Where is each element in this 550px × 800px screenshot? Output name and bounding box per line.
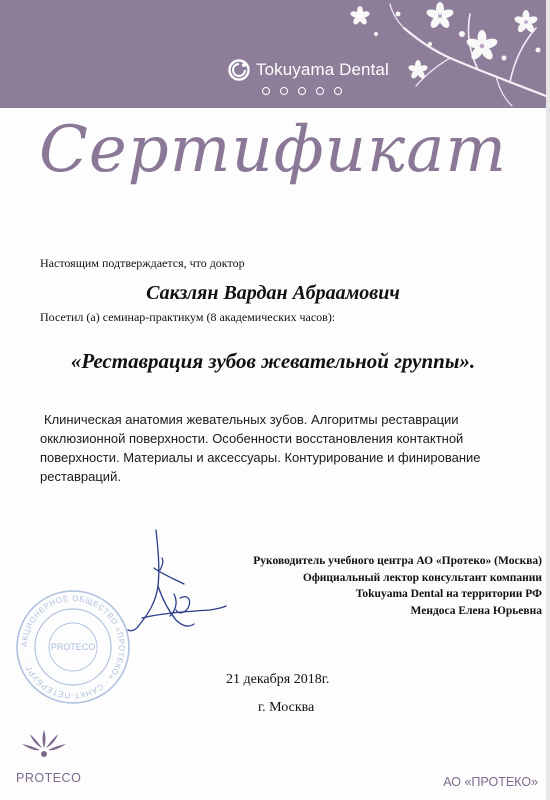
company-stamp-seal: [14, 588, 132, 706]
page-edge: [546, 0, 550, 800]
issue-date: 21 декабря 2018г.: [226, 672, 330, 687]
proteco-label: PROTECO: [16, 771, 82, 785]
proteco-logo-icon: [20, 728, 68, 766]
tokuyama-logo-icon: [228, 59, 250, 81]
handwritten-signature: [118, 528, 228, 640]
stamp-ring-text: АКЦИОНЕРНОЕ ОБЩЕСТВО «ПРОТЕКО» · САНКТ-ПЕТЕРБУРГ ·: [19, 593, 127, 701]
decorative-dots: [262, 87, 342, 95]
signatory-position: Руководитель учебного центра АО «Протеко» (Москва): [253, 555, 542, 567]
header-banner: [0, 0, 546, 108]
course-description: Клиническая анатомия жевательных зубов. Алгоритмы реставрации окклюзионной поверхности. Особенности восстановления контактной поверхности. Материалы и аксессуары. Контурирование и финирование реставраций.: [40, 412, 481, 484]
issue-city: г. Москва: [258, 700, 315, 715]
stamp-center-text: PROTECO: [50, 642, 96, 652]
attended-line: Посетил (а) семинар-практикум (8 академических часов):: [40, 310, 336, 324]
intro-line: Настоящим подтверждается, что доктор: [40, 256, 245, 270]
course-title: «Реставрация зубов жевательной группы».: [70, 349, 476, 373]
tokuyama-brand: [228, 58, 389, 82]
signatory-block: [253, 553, 542, 619]
company-label: АО «ПРОТЕКО»: [443, 775, 538, 789]
signatory-company: Tokuyama Dental на территории РФ: [355, 588, 542, 600]
decorative-dot: [298, 87, 306, 95]
decorative-dot: [316, 87, 324, 95]
signatory-name: Мендоса Елена Юрьевна: [410, 604, 542, 617]
decorative-dot: [262, 87, 270, 95]
decorative-dot: [280, 87, 288, 95]
signatory-role: Официальный лектор консультант компании: [302, 571, 542, 584]
brand-name: Tokuyama Dental: [256, 60, 389, 79]
certificate-title: Сертификат: [38, 113, 508, 187]
decorative-dot: [334, 87, 342, 95]
recipient-name: Сакзлян Вардан Абраамович: [146, 282, 400, 304]
